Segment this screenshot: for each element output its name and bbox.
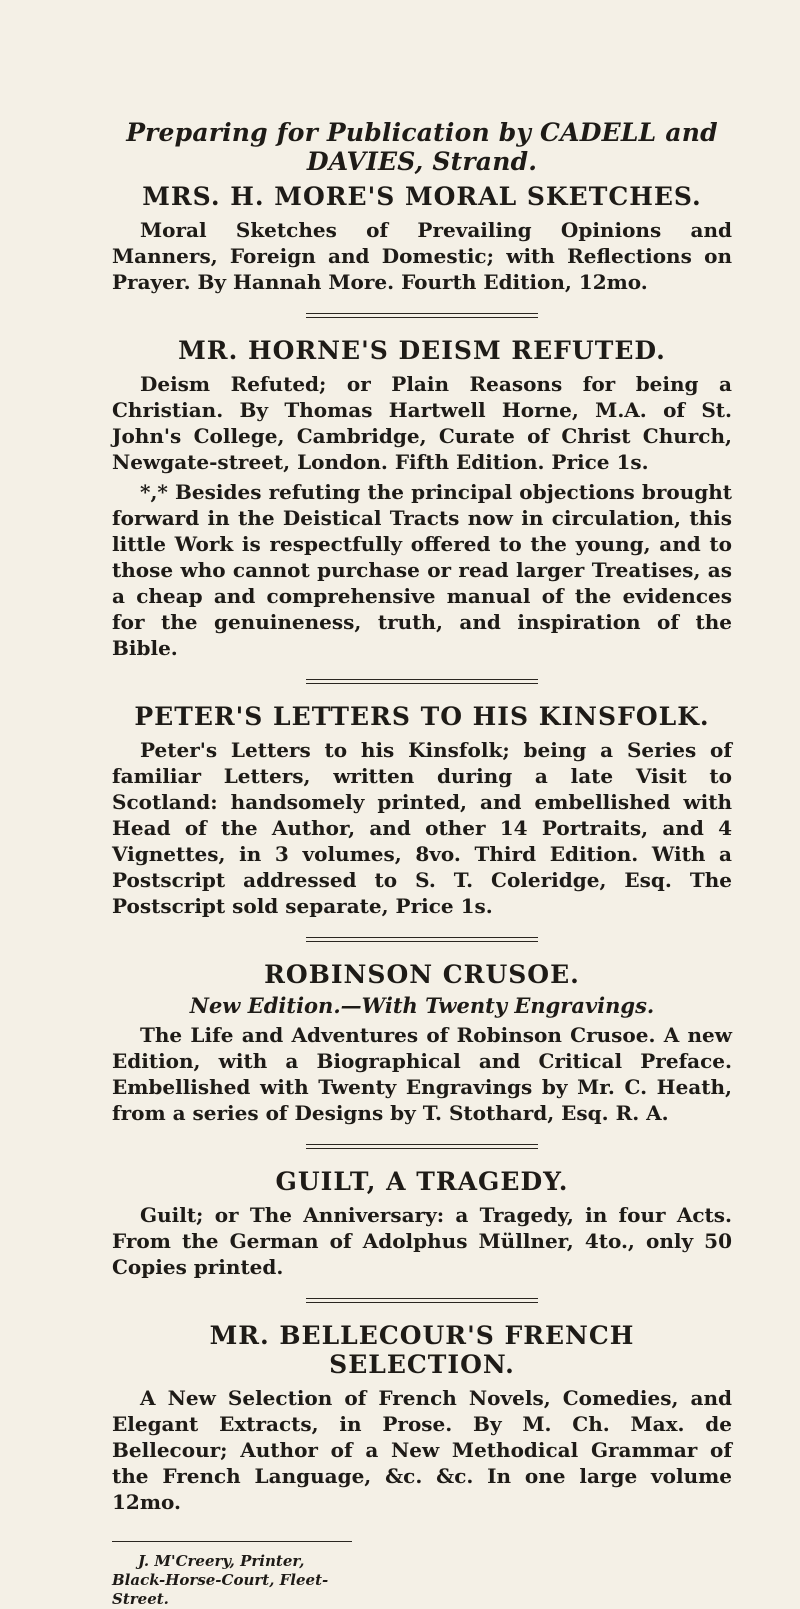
divider-rule — [306, 1298, 538, 1303]
divider-rule — [306, 1144, 538, 1149]
section-body: Peter's Letters to his Kinsfolk; being a Series of familiar Letters, written during a late Visit to Scotland: handsomely printed, and embellished with Head of the Author, and other 14 Portraits, and 4 Vignettes, in 3 volumes, 8vo. Third Edition. With a Postscript addressed to S. T. Coleridge, Esq. The Postscript sold separate, Price 1s. — [112, 738, 732, 918]
section-guilt-tragedy — [112, 1167, 732, 1280]
section-bellecour-french — [112, 1321, 732, 1515]
section-title: MR. BELLECOUR'S FRENCH SELECTION. — [209, 1321, 635, 1379]
section-body: Moral Sketches of Prevailing Opinions and Manners, Foreign and Domestic; with Reflections on Prayer. By Hannah More. Fourth Edition, 12mo. — [112, 218, 732, 294]
section-body: Deism Refuted; or Plain Reasons for being a Christian. By Thomas Hartwell Horne, M.A. of St. John's College, Cambridge, Curate of Christ Church, Newgate-street, London. Fifth Edition. Price 1s. — [112, 372, 732, 474]
imprint-address: Black-Horse-Court, Fleet-Street. — [112, 1571, 329, 1608]
section-title: PETER'S LETTERS TO HIS KINSFOLK. — [134, 702, 710, 731]
divider-rule — [306, 313, 538, 318]
section-subtitle: New Edition.—With Twenty Engravings. — [189, 993, 655, 1018]
section-peters-letters — [112, 702, 732, 919]
publisher-header: Preparing for Publication by CADELL and DAVIES, Strand. — [126, 118, 718, 176]
section-note: *,* Besides refuting the principal objections brought forward in the Deistical Tracts now in circulation, this little Work is respectfully offered to the young, and to those who cannot purchase or read larger Treatises, as a cheap and comprehensive manual of the evidences for the genuineness, truth, and inspiration of the Bible. — [112, 480, 732, 660]
advertisement-page — [112, 118, 732, 1609]
section-title: MRS. H. MORE'S MORAL SKETCHES. — [142, 182, 702, 211]
section-body: The Life and Adventures of Robinson Crusoe. A new Edition, with a Biographical and Critical Preface. Embellished with Twenty Engravings by Mr. C. Heath, from a series of Designs by T. Stothard, Esq. R. A. — [112, 1023, 732, 1125]
divider-rule — [306, 937, 538, 942]
section-title: ROBINSON CRUSOE. — [264, 960, 580, 989]
section-more-sketches — [112, 182, 732, 295]
section-title: MR. HORNE'S DEISM REFUTED. — [178, 336, 666, 365]
section-body: A New Selection of French Novels, Comedies, and Elegant Extracts, in Prose. By M. Ch. Max. de Bellecour; Author of a New Methodical Grammar of the French Language, &c. &c. In one large volume 12mo. — [112, 1386, 732, 1514]
section-title: GUILT, A TRAGEDY. — [275, 1167, 569, 1196]
divider-rule — [306, 679, 538, 684]
section-robinson-crusoe — [112, 960, 732, 1126]
printer-imprint — [112, 1541, 352, 1609]
section-body: Guilt; or The Anniversary: a Tragedy, in four Acts. From the German of Adolphus Müllner, 4to., only 50 Copies printed. — [112, 1203, 732, 1279]
imprint-printer: J. M'Creery, Printer, — [138, 1552, 305, 1570]
section-horne-deism — [112, 336, 732, 661]
